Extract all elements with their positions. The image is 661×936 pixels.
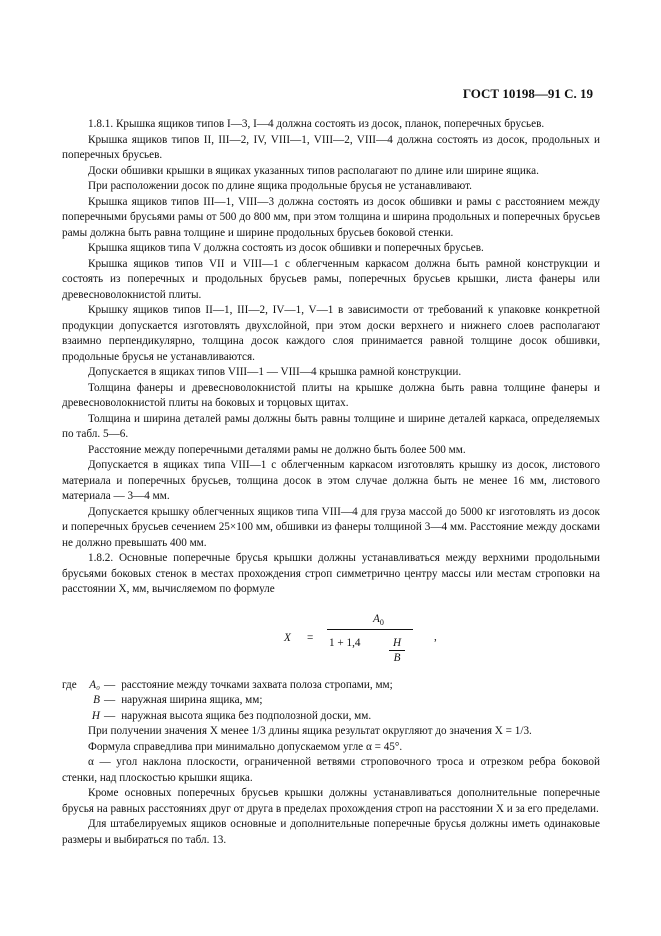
paragraph: Толщина и ширина деталей рамы должны быть равны толщине и ширине деталей каркаса, определяемых по табл. 5—6. [62,412,600,440]
formula-lhs: X [284,631,291,644]
definition-item [62,678,600,694]
paragraph: Допускается в ящиках типов VIII—1 — VIII—4 крышка рамной конструкции. [88,366,462,378]
definition-symbol: H [91,709,100,722]
definition-prefix [62,709,80,725]
paragraph: Крышка ящиков типов II, III—2, IV, VIII—1, VIII—2, VIII—4 должна состоять из досок, продольных и поперечных брусьев. [62,133,600,161]
paragraph: Расстояние между поперечными деталями рамы не должно быть более 500 мм. [88,443,466,456]
paragraph: Для штабелируемых ящиков основные и дополнительные поперечные брусья должны иметь одинаковые размеры и выбираться по табл. 13. [62,818,600,846]
formula-numerator: $A_0$ [373,612,384,627]
document-body [62,117,600,848]
definition-prefix [62,693,80,709]
inner-numerator: H [392,636,402,649]
definition-text: расстояние между точками захвата полоза стропами, мм; [121,678,393,691]
page-header: ГОСТ 10198—91 С. 19 [462,86,593,101]
paragraph: 1.8.1. Крышка ящиков типов I—3, I—4 должна состоять из досок, планок, поперечных брусьев. [88,118,545,130]
paragraph: Формула справедлива при минимально допускаемом угле α = 45°. [88,740,403,753]
inner-denominator: B [389,650,405,665]
definition-item [62,693,600,709]
paragraph: При получении значения X менее 1/3 длины ящика результат округляют до значения X = 1/3. [88,725,532,737]
formula [62,610,600,672]
paragraph: При расположении досок по длине ящика продольные брусья не устанавливают. [88,180,472,192]
formula-equals: = [307,631,314,644]
definition-dash: — [104,709,116,722]
paragraph: Крышка ящиков типов VII и VIII—1 с облегченным каркасом должна быть рамной конструкции и состоять из поперечных и продольных брусьев рамы, поперечных брусьев крышки, листа фанеры или древесноволокнистой плиты. [62,257,600,301]
definition-symbol: B [93,694,100,706]
fraction-bar [327,629,413,630]
definition-text: наружная высота ящика без подполозной доски, мм. [121,709,372,722]
paragraph: Кроме основных поперечных брусьев крышки должны устанавливаться дополнительные поперечные брусья на равных расстояниях друг от друга в пределах прохождения строп на расстоянии X и за его пределами. [62,787,600,815]
paragraph: Крышка ящиков типов III—1, VIII—3 должна состоять из досок обшивки и рамы с расстоянием между поперечными брусьями рамы от 500 до 800 мм, при этом толщина и ширина продольных и поперечных брусьев рамы должна быть равна толщине и ширине продольных брусьев боковой стенки. [62,195,600,239]
paragraph: Допускается в ящиках типа VIII—1 с облегченным каркасом изготовлять крышку из досок, листового материала и поперечных брусьев, толщина досок в этом случае должна быть не менее 16 мм, листового материала — 3—4 мм. [62,459,600,502]
paragraph: Допускается крышку облегченных ящиков типа VIII—4 для груза массой до 5000 кг изготовлять из досок и поперечных брусьев сечением 25×100 мм, обшивки из фанеры толщиной 3—4 мм. Расстояние между досками не должно превышать 400 мм. [62,505,600,549]
formula-inner-fraction [389,636,405,665]
paragraph: 1.8.2. Основные поперечные брусья крышки должны устанавливаться между верхними продольными брусьями боковых стенок в местах прохождения строп симметрично центру массы или местам строповки на расстоянии X, мм, вычисляемом по формуле [62,552,600,595]
definitions-list [62,678,600,725]
formula-comma: , [434,630,437,643]
formula-denominator-prefix: 1 + 1,4 [329,636,361,649]
definition-dash: — [104,678,116,691]
paragraph: Крышку ящиков типов II—1, III—2, IV—1, V—1 в зависимости от требований к упаковке конкретной продукции допускается изготовлять двухслойной, при этом доски верхнего и нижнего слоев располагают взаимно перпендикулярно, толщина досок каждого слоя принимается равной толщине досок обшивки, продольные брусья не устанавливаются. [62,304,600,363]
definition-prefix: где [62,678,77,691]
definition-text: наружная ширина ящика, мм; [121,694,263,706]
paragraph: α — угол наклона плоскости, ограниченной ветвями строповочного троса и отрезком ребра боковой стенки, над плоскостью крышки ящика. [62,756,600,784]
paragraph: Толщина фанеры и древесноволокнистой плиты на крышке должна быть равна толщине фанеры и древесноволокнистой плиты на боковых и торцовых щитах. [62,381,600,409]
paragraph: Крышка ящиков типа V должна состоять из досок обшивки и поперечных брусьев. [88,242,484,254]
definition-item [62,709,600,725]
definition-symbol: A₀ [89,678,100,691]
paragraph: Доски обшивки крышки в ящиках указанных типов располагают по длине или ширине ящика. [88,164,539,177]
definition-dash: — [104,694,116,706]
